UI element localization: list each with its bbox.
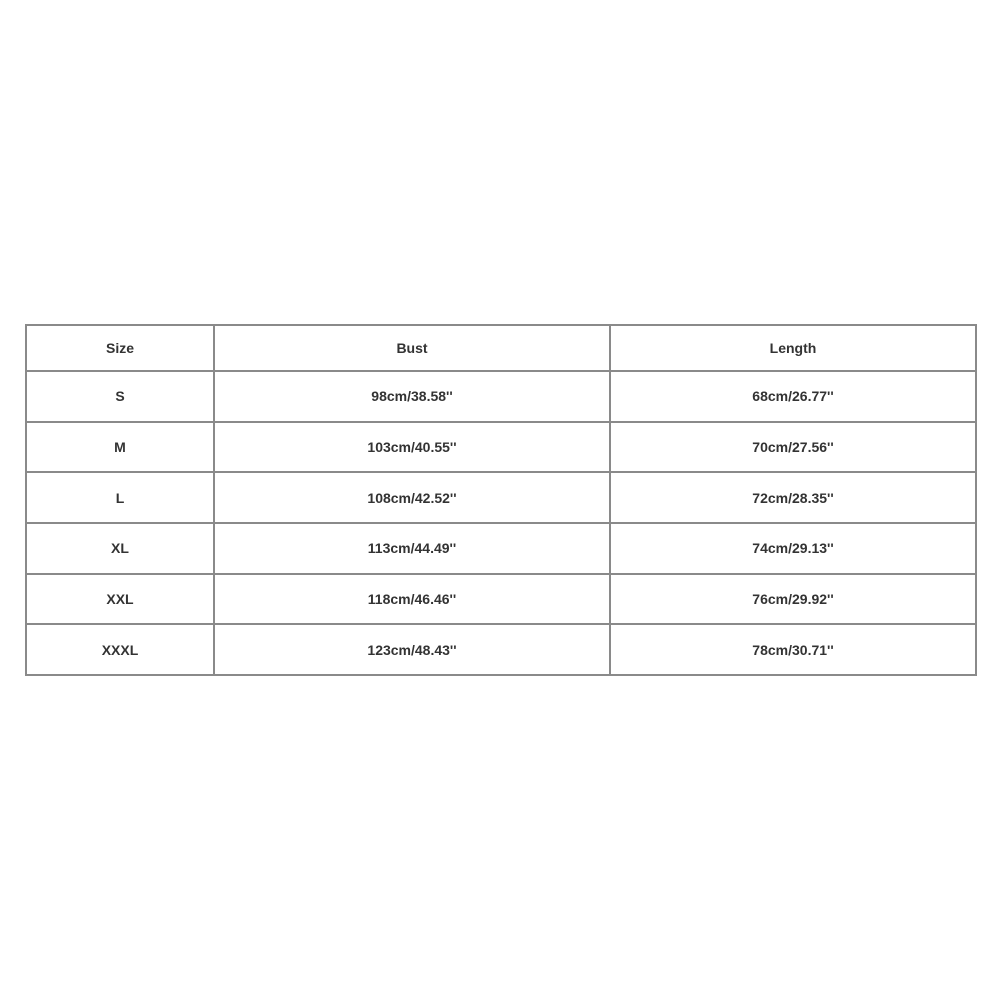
cell-bust: 108cm/42.52'' xyxy=(214,472,610,523)
cell-bust: 103cm/40.55'' xyxy=(214,422,610,473)
cell-bust: 118cm/46.46'' xyxy=(214,574,610,625)
cell-bust: 98cm/38.58'' xyxy=(214,371,610,422)
cell-size: S xyxy=(26,371,214,422)
cell-size: XXL xyxy=(26,574,214,625)
table-row xyxy=(26,422,976,473)
table-row xyxy=(26,523,976,574)
cell-size: XXXL xyxy=(26,624,214,675)
header-length: Length xyxy=(610,325,976,371)
header-size: Size xyxy=(26,325,214,371)
cell-bust: 123cm/48.43'' xyxy=(214,624,610,675)
header-bust: Bust xyxy=(214,325,610,371)
cell-length: 74cm/29.13'' xyxy=(610,523,976,574)
table-header-row xyxy=(26,325,976,371)
cell-length: 78cm/30.71'' xyxy=(610,624,976,675)
table-row xyxy=(26,624,976,675)
size-chart-table xyxy=(25,324,977,676)
table-row xyxy=(26,371,976,422)
cell-size: XL xyxy=(26,523,214,574)
cell-bust: 113cm/44.49'' xyxy=(214,523,610,574)
cell-size: M xyxy=(26,422,214,473)
cell-length: 68cm/26.77'' xyxy=(610,371,976,422)
cell-length: 72cm/28.35'' xyxy=(610,472,976,523)
cell-length: 70cm/27.56'' xyxy=(610,422,976,473)
table-row xyxy=(26,472,976,523)
table-row xyxy=(26,574,976,625)
cell-length: 76cm/29.92'' xyxy=(610,574,976,625)
cell-size: L xyxy=(26,472,214,523)
